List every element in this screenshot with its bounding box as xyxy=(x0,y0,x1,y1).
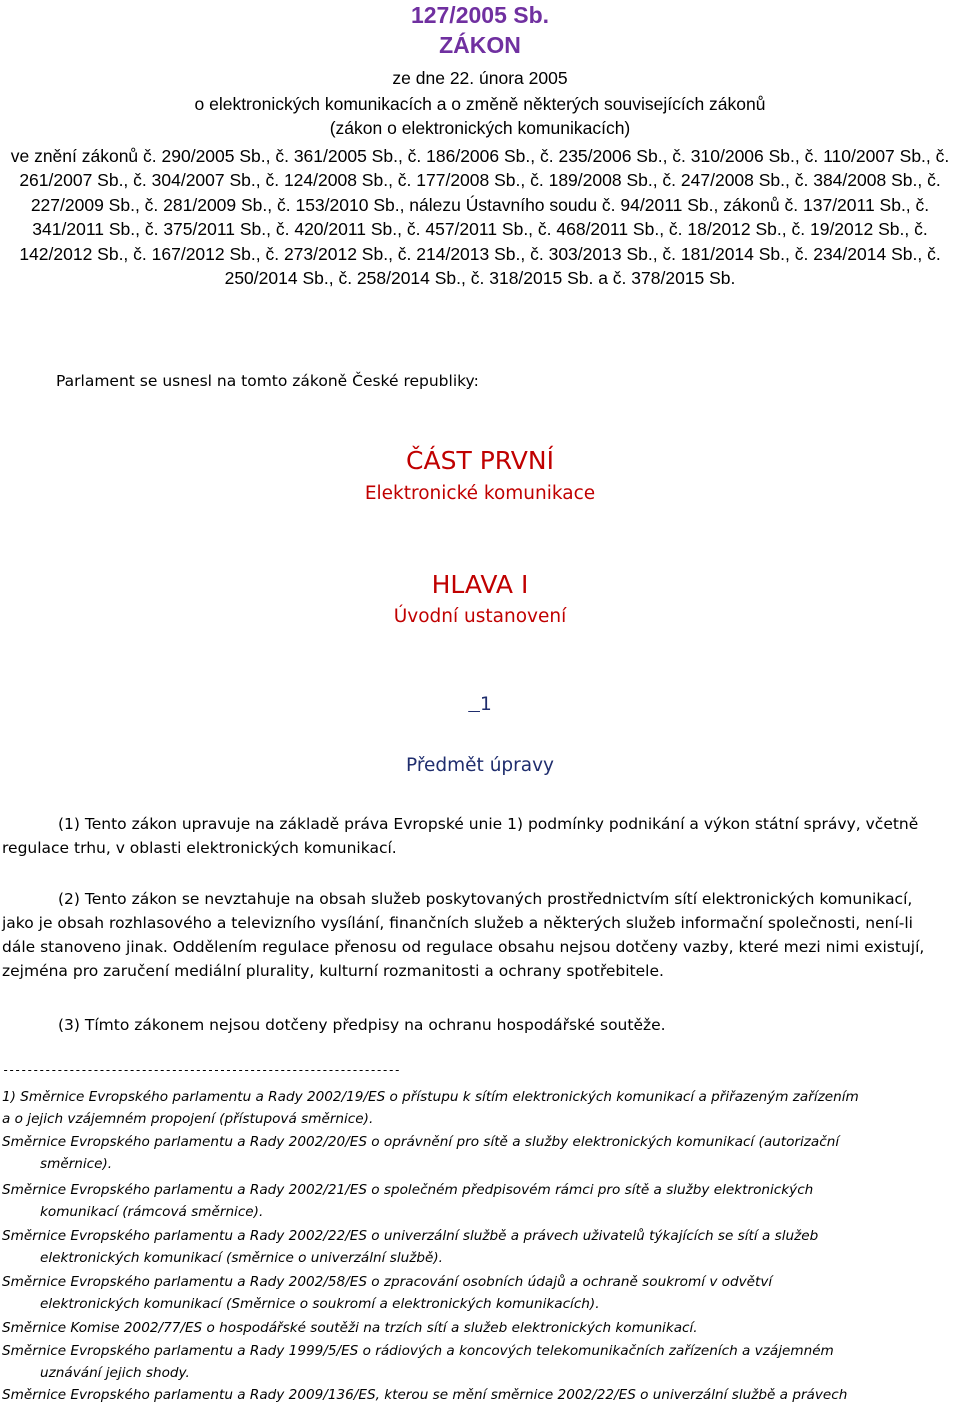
paragraph-2-text: (2) Tento zákon se nevztahuje na obsah služeb poskytovaných prostřednictvím sítí elektronických komunikací, jako je obsah rozhlasového a televizního vysílání, finančních služeb a některých služeb informační společnosti, není-li dále stanoveno jinak. Oddělením regulace přenosu od regulace obsahu nejsou dotčeny vazby, které mezi nimi existují, zejména pro zaručení mediální plurality, kulturní rozmanitosti a ochrany spotřebitele. xyxy=(2,890,925,980)
footnote-2 xyxy=(2,1131,952,1175)
amendments-list: ve znění zákonů č. 290/2005 Sb., č. 361/2005 Sb., č. 186/2006 Sb., č. 235/2006 Sb., č. 310/2006 Sb., č. 110/2007 Sb., č. 261/2007 Sb., č. 304/2007 Sb., č. 124/2008 Sb., č. 177/2008 Sb., č. 189/2008 Sb., č. 247/2008 Sb., č. 384/2008 Sb., č. 227/2009 Sb., č. 281/2009 Sb., č. 153/2010 Sb., nálezu Ústavního soudu č. 94/2011 Sb., zákonů č. 137/2011 Sb., č. 341/2011 Sb., č. 375/2011 Sb., č. 420/2011 Sb., č. 457/2011 Sb., č. 468/2011 Sb., č. 18/2012 Sb., č. 19/2012 Sb., č. 142/2012 Sb., č. 167/2012 Sb., č. 273/2012 Sb., č. 214/2013 Sb., č. 303/2013 Sb., č. 181/2014 Sb., č. 234/2014 Sb., č. 250/2014 Sb., č. 258/2014 Sb., č. 318/2015 Sb. a č. 378/2015 Sb. xyxy=(10,146,950,289)
footnote-4 xyxy=(2,1225,952,1269)
section-number: 1 xyxy=(479,694,492,715)
footnote-line: Směrnice Evropského parlamentu a Rady 2009/136/ES, kterou se mění směrnice 2002/22/ES o univerzální službě a právech xyxy=(2,1387,848,1403)
footnote-line: směrnice). xyxy=(40,1156,113,1172)
section-heading xyxy=(0,694,960,715)
footnote-line: elektronických komunikací (Směrnice o soukromí a elektronických komunikacích). xyxy=(40,1296,600,1312)
law-number: 127/2005 Sb. xyxy=(410,2,550,28)
footnote-line: Směrnice Evropského parlamentu a Rady 2002/22/ES o univerzální službě a právech uživatelů týkajících se sítí a služeb xyxy=(2,1228,819,1244)
part-title: ČÁST PRVNÍ xyxy=(406,446,554,475)
footnote-line: Směrnice Komise 2002/77/ES o hospodářské soutěži na trzích sítí a služeb elektronických komunikací. xyxy=(2,1320,698,1336)
law-date: ze dne 22. února 2005 xyxy=(392,68,568,88)
footnote-7 xyxy=(2,1340,952,1384)
section-title: Předmět úpravy xyxy=(406,755,554,776)
paragraph-1-text: (1) Tento zákon upravuje na základě práva Evropské unie 1) podmínky podnikání a výkon státní správy, včetně regulace trhu, v oblasti elektronických komunikací. xyxy=(2,815,919,857)
footnote-separator: ------------------------------------------------------------------ xyxy=(2,1063,400,1077)
section-sign xyxy=(468,694,480,715)
law-type: ZÁKON xyxy=(439,32,521,58)
paragraph-1 xyxy=(2,812,942,860)
law-subject: o elektronických komunikacích a o změně některých souvisejících zákonů xyxy=(194,94,766,114)
footnote-3 xyxy=(2,1179,952,1223)
footnote-line: uznávání jejich shody. xyxy=(40,1365,190,1381)
paragraph-3 xyxy=(2,1013,942,1037)
footnote-6 xyxy=(2,1317,952,1339)
preamble: Parlament se usnesl na tomto zákoně České republiky: xyxy=(56,372,479,390)
footnote-line: a o jejich vzájemném propojení (přístupová směrnice). xyxy=(2,1111,374,1127)
head-subtitle: Úvodní ustanovení xyxy=(393,606,567,627)
paragraph-3-text: (3) Tímto zákonem nejsou dotčeny předpisy na ochranu hospodářské soutěže. xyxy=(58,1016,666,1034)
footnote-line: komunikací (rámcová směrnice). xyxy=(40,1204,264,1220)
footnote-line: Směrnice Evropského parlamentu a Rady 2002/20/ES o oprávnění pro sítě a služby elektronických komunikací (autorizační xyxy=(2,1134,840,1150)
head-title: HLAVA I xyxy=(431,570,529,599)
footnote-5 xyxy=(2,1271,952,1315)
footnote-line: Směrnice Evropského parlamentu a Rady 2002/58/ES o zpracování osobních údajů a ochraně soukromí v odvětví xyxy=(2,1274,773,1290)
part-subtitle: Elektronické komunikace xyxy=(364,483,596,504)
footnote-line: elektronických komunikací (směrnice o univerzální službě). xyxy=(40,1250,443,1266)
footnote-line: 1) Směrnice Evropského parlamentu a Rady 2002/19/ES o přístupu k sítím elektronických komunikací a přiřazeným zařízením xyxy=(2,1089,859,1105)
paragraph-2 xyxy=(2,887,942,983)
footnote-8 xyxy=(2,1384,952,1406)
footnote-1 xyxy=(2,1086,952,1130)
law-short-name: (zákon o elektronických komunikacích) xyxy=(329,118,631,138)
footnote-line: Směrnice Evropského parlamentu a Rady 1999/5/ES o rádiových a koncových telekomunikačních zařízeních a vzájemném xyxy=(2,1343,834,1359)
footnote-line: Směrnice Evropského parlamentu a Rady 2002/21/ES o společném předpisovém rámci pro sítě a služby elektronických xyxy=(2,1182,814,1198)
